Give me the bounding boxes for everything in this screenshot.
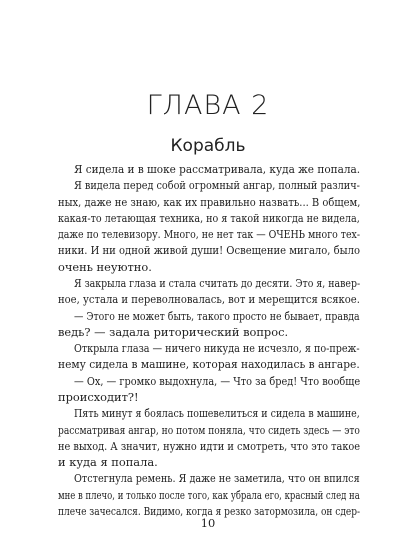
page-number: 10 [200,516,216,530]
text-line: Я видела перед собой огромный ангар, полный различ- [74,178,360,193]
text-line: какая-то летающая техника, но я такой никогда не видела, [58,210,360,225]
text-line: ведь? — задала риторический вопрос. [58,324,289,339]
text-line: происходит?! [58,390,139,404]
text-line: плече зачесался. Видимо, когда я резко затормозила, он сдер- [58,504,361,518]
text-line: даже по телевизору. Много, не нет так — ОЧЕНЬ много тех- [58,227,361,242]
text-line: Отстегнула ремень. Я даже не заметила, что он впился [74,471,360,486]
text-line: нему сидела в машине, которая находилась в ангаре. [58,357,360,372]
text-line: — Этого не может быть, такого просто не бывает, правда [74,308,360,323]
text-line: рассматривая ангар, но потом поняла, что сидеть здесь — это [58,422,360,437]
text-line: ных, даже не знаю, как их правильно назвать... В общем, [58,194,361,209]
text-line: не выход. А значит, нужно идти и смотреть, что это такое [58,438,361,453]
chapter-heading: ГЛАВА 2 [146,90,270,121]
text-line: Открыла глаза — ничего никуда не исчезло, я по-преж- [74,341,360,356]
text-line: и куда я попала. [58,455,158,470]
text-line: Я сидела и в шоке рассматривала, куда же попала. [74,162,361,176]
text-line: Я закрыла глаза и стала считать до десяти. Это я, навер- [74,276,361,290]
text-line: Пять минут я боялась пошевелиться и сидела в машине, [74,406,360,421]
text-line: мне в плечо, и только после того, как убрала его, красный след на [58,487,360,502]
text-line: очень неуютно. [58,259,152,274]
chapter-title: Корабль [170,136,246,156]
text-line: — Ох, — громко выдохнула, — Что за бред! Что вообще [74,373,361,388]
text-line: ники. И ни одной живой души! Освещение мигало, было [58,243,360,258]
text-line: ное, устала и переволновалась, вот и мерещится всякое. [58,292,360,307]
